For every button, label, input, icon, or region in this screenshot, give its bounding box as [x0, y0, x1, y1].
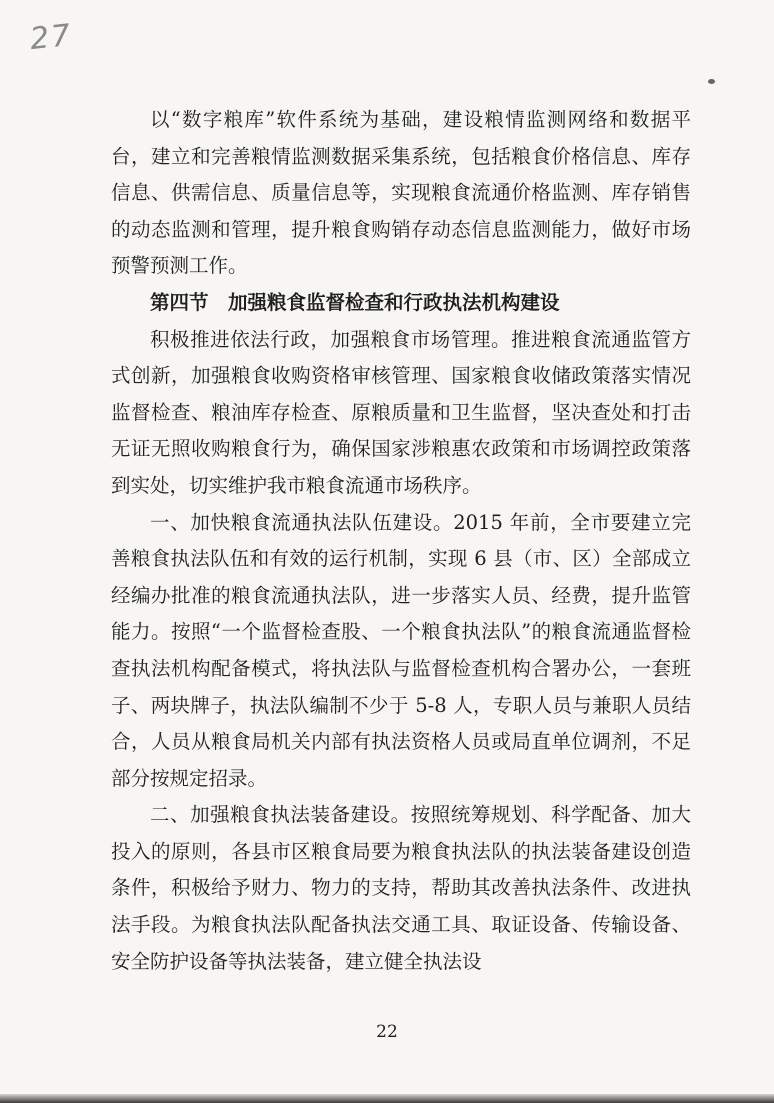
paragraph-equipment: 二、加强粮食执法装备建设。按照统筹规划、科学配备、加大投入的原则，各县市区粮食局要为粮食执法队的执法装备建设创造条件，积极给予财力、物力的支持，帮助其改善执法条件、改进执法手段。为粮食执法队配备执法交通工具、取证设备、传输设备、安全防护设备等执法装备，建立健全执法设	[111, 803, 691, 973]
section-heading: 第四节 加强粮食监督检查和行政执法机构建设	[150, 290, 560, 314]
scan-bottom-edge	[0, 1094, 774, 1103]
scan-speck	[708, 79, 715, 84]
page-number: 22	[376, 1022, 398, 1042]
paragraph-team-building: 一、加快粮食流通执法队伍建设。2015 年前，全市要建立完善粮食执法队伍和有效的运行机制，实现 6 县（市、区）全部成立经编办批准的粮食流通执法队，进一步落实人员、经费，提升监管能力。按照“一个监督检查股、一个粮食执法队”的粮食流通监督检查执法机构配备模式，将执法队与监督检查机构合署办公，一套班子、两块牌子，执法队编制不少于 5-8 人，专职人员与兼职人员结合，人员从粮食局机关内部有执法资格人员或局直单位调剂，不足部分按规定招录。	[111, 510, 691, 790]
paragraph-law-enforcement: 积极推进依法行政，加强粮食市场管理。推进粮食流通监管方式创新，加强粮食收购资格审核管理、国家粮食收储政策落实情况监督检查、粮油库存检查、原粮质量和卫生监督，坚决查处和打击无证无照收购粮食行为，确保国家涉粮惠农政策和市场调控政策落到实处，切实维护我市粮食流通市场秩序。	[111, 327, 691, 497]
paragraph-digital-granary: 以“数字粮库”软件系统为基础，建设粮情监测网络和数据平台，建立和完善粮情监测数据采集系统，包括粮食价格信息、库存信息、供需信息、质量信息等，实现粮食流通价格监测、库存销售的动态监测和管理，提升粮食购销存动态信息监测能力，做好市场预警预测工作。	[111, 108, 691, 278]
handwritten-page-note: 27	[28, 17, 74, 58]
document-body	[111, 102, 691, 980]
